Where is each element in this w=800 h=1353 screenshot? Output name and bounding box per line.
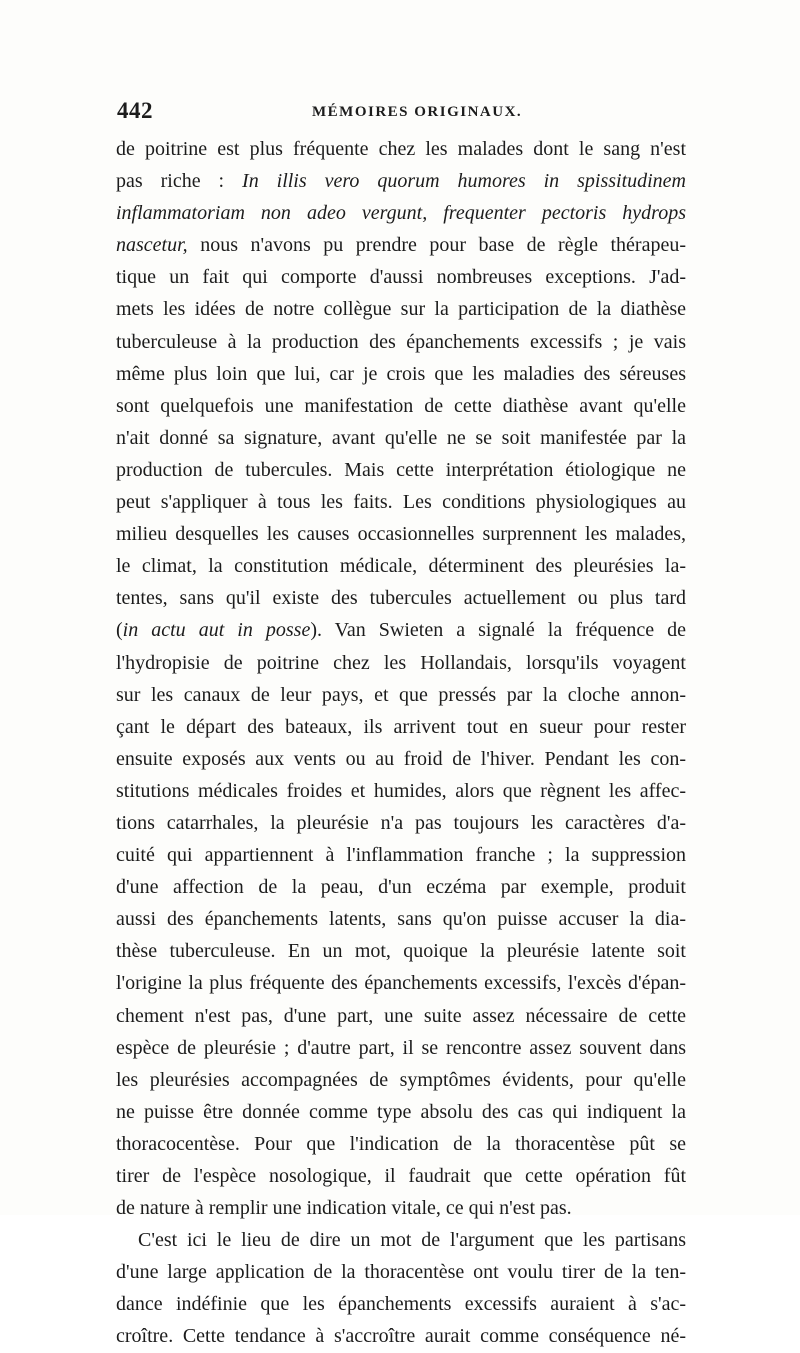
text-segment: tique un fait qui comporte d'aussi nombreuses exceptions. J'ad- — [116, 266, 686, 289]
text-segment: production de tubercules. Mais cette interprétation étiologique ne — [116, 458, 686, 481]
text-line — [116, 582, 686, 614]
text-line — [116, 1160, 686, 1192]
text-segment: l'hydropisie de poitrine chez les Hollandais, lorsqu'ils voyagent — [116, 651, 686, 674]
page-number: 442 — [117, 98, 153, 123]
text-line — [116, 935, 686, 967]
text-segment: sur les canaux de leur pays, et que pressés par la cloche annon- — [116, 683, 686, 706]
text-segment: tirer de l'espèce nosologique, il faudrait que cette opération fût — [116, 1165, 686, 1187]
text-segment: les pleurésies accompagnées de symptômes évidents, pour qu'elle — [116, 1068, 686, 1091]
text-line — [116, 839, 686, 871]
text-segment: ). Van Swieten a signalé la fréquence de — [310, 619, 686, 642]
text-line — [116, 679, 686, 711]
text-line — [116, 390, 686, 422]
text-line — [116, 647, 686, 679]
text-segment: n'ait donné sa signature, avant qu'elle ne se soit manifestée par la — [116, 426, 686, 449]
italic-text: in actu aut in posse — [122, 619, 311, 642]
text-segment: d'une affection de la peau, d'un eczéma par exemple, produit — [116, 876, 686, 899]
text-segment: dance indéfinie que les épanchements excessifs auraient à s'ac- — [116, 1293, 686, 1316]
text-line — [116, 743, 686, 775]
text-line — [116, 358, 686, 390]
text-segment: nous n'avons pu prendre pour base de règle thérapeu- — [187, 234, 686, 257]
text-segment: thoracocentèse. Pour que l'indication de la thoracentèse pût se — [116, 1132, 686, 1155]
text-segment: l'origine la plus fréquente des épanchements excessifs, l'excès d'épan- — [116, 972, 686, 995]
text-line — [116, 1096, 686, 1128]
text-segment: ensuite exposés aux vents ou au froid de l'hiver. Pendant les con- — [116, 747, 686, 770]
italic-text: In illis vero quorum humores in spissitudinem — [242, 170, 686, 193]
text-line — [116, 133, 686, 165]
page-header — [117, 98, 687, 128]
text-line — [116, 518, 686, 550]
text-line — [116, 1128, 686, 1160]
text-segment: cuité qui appartiennent à l'inflammation franche ; la suppression — [116, 844, 686, 867]
text-segment: C'est ici le lieu de dire un mot de l'argument que les partisans — [138, 1229, 686, 1252]
text-segment: stitutions médicales froides et humides, alors que règnent les affec- — [116, 779, 686, 802]
text-segment: de poitrine est plus fréquente chez les malades dont le sang n'est — [116, 138, 686, 160]
text-segment: ( — [116, 619, 123, 642]
text-segment: çant le départ des bateaux, ils arrivent tout en sueur pour rester — [116, 715, 686, 738]
text-segment: espèce de pleurésie ; d'autre part, il se rencontre assez souvent dans — [116, 1036, 686, 1059]
text-line — [116, 1192, 686, 1224]
text-segment: chement n'est pas, d'une part, une suite assez nécessaire de cette — [116, 1004, 686, 1027]
text-segment: peut s'appliquer à tous les faits. Les conditions physiologiques au — [116, 491, 686, 514]
text-line — [116, 1064, 686, 1096]
text-line — [116, 1288, 686, 1320]
text-line — [116, 454, 686, 486]
text-line — [116, 550, 686, 582]
text-segment: thèse tuberculeuse. En un mot, quoique la pleurésie latente soit — [116, 940, 686, 963]
text-segment: tions catarrhales, la pleurésie n'a pas toujours les caractères d'a- — [116, 811, 686, 834]
text-line — [116, 326, 686, 358]
text-segment: sont quelquefois une manifestation de cette diathèse avant qu'elle — [116, 394, 686, 417]
text-segment: même plus loin que lui, car je crois que les maladies des séreuses — [116, 362, 686, 385]
text-line — [116, 614, 686, 646]
text-line — [116, 871, 686, 903]
text-line — [116, 293, 686, 325]
text-line — [116, 486, 686, 518]
text-segment: tuberculeuse à la production des épanchements excessifs ; je vais — [116, 330, 686, 353]
text-segment: de nature à remplir une indication vitale, ce qui n'est pas. — [116, 1197, 572, 1220]
text-segment: mets les idées de notre collègue sur la participation de la diathèse — [116, 298, 686, 321]
text-line — [116, 967, 686, 999]
text-line — [116, 711, 686, 743]
text-line — [116, 1256, 686, 1288]
text-line — [116, 807, 686, 839]
italic-text: nascetur, — [116, 234, 188, 257]
text-line — [116, 229, 686, 261]
text-line — [116, 1224, 686, 1256]
text-line — [116, 197, 686, 229]
text-line — [116, 903, 686, 935]
text-segment: milieu desquelles les causes occasionnelles surprennent les malades, — [116, 523, 686, 546]
text-segment: pas riche : — [116, 170, 243, 193]
text-segment: d'une large application de la thoracentèse ont voulu tirer de la ten- — [116, 1261, 686, 1284]
text-line — [116, 165, 686, 197]
text-line — [116, 775, 686, 807]
text-line — [116, 1000, 686, 1032]
text-segment: le climat, la constitution médicale, déterminent des pleurésies la- — [116, 555, 686, 578]
italic-text: inflammatoriam non adeo vergunt, frequenter pectoris hydrops — [116, 202, 686, 225]
text-segment: croître. Cette tendance à s'accroître aurait comme conséquence né- — [116, 1325, 686, 1348]
text-line — [116, 422, 686, 454]
body-text — [116, 133, 686, 1353]
text-line — [116, 1032, 686, 1064]
text-line — [116, 261, 686, 293]
text-line — [116, 1320, 686, 1352]
text-segment: tentes, sans qu'il existe des tubercules actuellement ou plus tard — [116, 587, 686, 610]
text-segment: ne puisse être donnée comme type absolu des cas qui indiquent la — [116, 1100, 686, 1123]
running-title: MÉMOIRES ORIGINAUX. — [312, 104, 523, 120]
text-segment: aussi des épanchements latents, sans qu'on puisse accuser la dia- — [116, 908, 686, 931]
